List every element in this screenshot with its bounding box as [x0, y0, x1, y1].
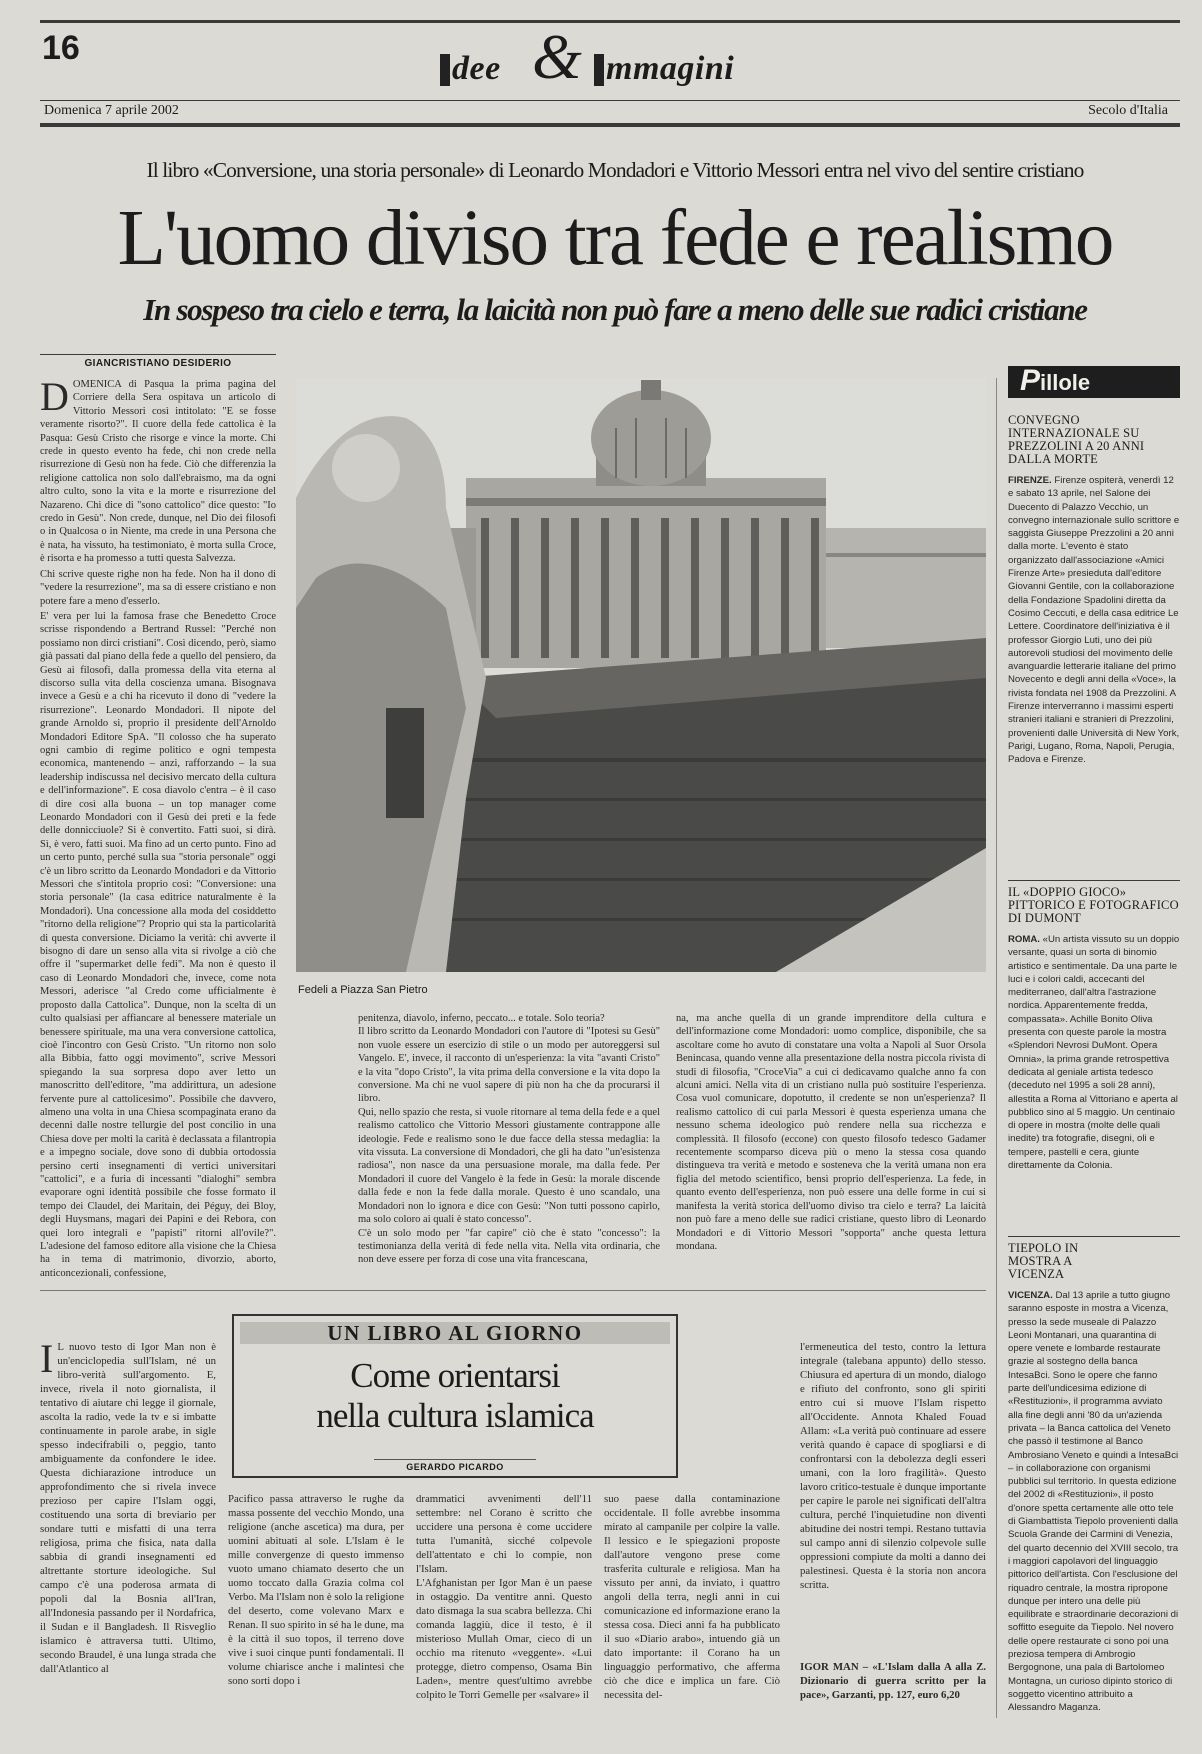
- sidebar-item-2-text: «Un artista vissuto su un doppio versante, quasi un sorta di binomio artistico e sentimentale. Da una parte le luci e i colori caldi, accecanti del mediterraneo, dall'altra l'astrazione nordica. Apparentemente fredda, compassata». Achille Bonito Oliva presenta con queste parole la mostra «Splendori Nevrosi DuMont. Opera Omnia», la prima grande retrospettiva dedicata al geniale artista tedesco (deceduto nel 1995 a soli 28 anni), allestita a Roma al Vittoriano e aperta al pubblico sino al 5 maggio. Un centinaio di opere in mostra (molte delle quali inedite) tra fotografie, disegni, oli e tempere, pastelli e cera, giunte direttamente da Colonia.: [1008, 934, 1180, 1172]
- section-title-bar-i: [440, 54, 450, 86]
- author-rule: [40, 354, 276, 355]
- sidebar-item-3-text: Dal 13 aprile a tutto giugno saranno esposte in mostra a Vicenza, presso la sede museale di Palazzo Leoni Montanari, una quarantina di opere venete e lombarde restaurate grazie al sostegno della banca IntesaBci. Sono le opere che fanno parte dell'undicesima edizione di «Restituzioni», il programma avviato alla fine degli anni '80 da un'azienda privata – la Banca cattolica del Veneto che passò il testimone al Banco Ambrosiano Veneto e quindi a IntesaBci – in collaborazione con organismi pubblici sul territorio. In questa edizione del 2002 di «Restituzioni», il posto d'onore spetta certamente alle otto tele di Giambattista Tiepolo provenienti dalla Scuola Grande dei Carmini di Venezia, del quarto decennio del XVIII secolo, tra i maggiori capolavori del linguaggio pittorico dell'artista. Con l'esclusione del riquadro centrale, la mostra ripropone dunque per intero una delle più equilibrate e straordinarie decorazioni di soffitto eseguite da Tiepolo. Nel novero delle opere restaurate ci sono poi una preziosa tempera di Ambrogio Bergognone, una pala di Bartolomeo Montagna, un curioso dipinto storico di soggetto vicentino attribuito a Alessandro Maganza.: [1008, 1290, 1179, 1714]
- review-column-4: [604, 1492, 780, 1720]
- review-column-2: [228, 1492, 404, 1720]
- review-column-4-text: suo paese dalla contaminazione occidentale. Il folle avrebbe insomma mirato al campanile per colpire la valle. Il lessico e le spiegazioni proposte dall'autore vengono prese come trasferita culturale e religiosa. Man ha vissuto per anni, da inviato, i quattro angoli della terra, negli anni in cui comunicazione ed informazione erano la stessa cosa. Dieci anni fa ha pubblicato il suo «Diario arabo», intuendo già un dato importante: il Corano ha un linguaggio performativo, che afferma ciò che dice e implica un fare. Ciò necessita del-: [604, 1493, 780, 1701]
- sidebar-item-1: [1008, 414, 1180, 884]
- article-drop-cap: D: [40, 374, 69, 419]
- sidebar-item-3-title: TIEPOLO IN MOSTRA A VICENZA: [1008, 1241, 1079, 1281]
- section-title-bar-i2: [594, 54, 604, 86]
- newspaper-name: Secolo d'Italia: [1088, 103, 1168, 118]
- review-book-info: IGOR MAN – «L'Islam dalla A alla Z. Dizionario di guerra scritto per la pace», Garzanti, pp. 127, euro 6,20: [800, 1661, 986, 1701]
- sidebar-logo-text: illole: [1040, 370, 1091, 395]
- review-column-2-text: Pacifico passa attraverso le rughe da massa possente del vecchio Mondo, una religione (anche ascetica) ma dura, per uomini abituati al sole. L'Islam è le mille convergenze di questo immenso vuoto umano chiamato deserto che un uomo toccato dalla Grazia colma col Verbo. Ma l'Islam non è solo la religione del deserto, come volevano Marx e Renan. Il suo spirito in sé ha le dune, ma è la città il suo topos, il terreno dove vive i suoi cinque punti fondamentali. Il volume chiarisce anche i malintesi che sono sorti dopo i: [228, 1493, 405, 1687]
- review-column-1-text: L nuovo testo di Igor Man non è un'enciclopedia sull'Islam, né un libro-verità sull'argomento. E, invece, rivela il noto giornalista, il tentativo di aiutare chi legge il giornale, ascolta la radio, vede la tv e si imbatte continuamente in parole arabe, in sigle spesso indecifrabili o, peggio, tanto ambiguamente da confondere le idee. Questa dichiarazione introduce un approfondimento che si rivela invece prezioso per capire l'Islam oggi, costituendo una sorta di breviario per sondare tutti e misfatti di una terra religiosa, prima che fisica, nata dalla sabbia di grandi insegnamenti ed altrettante storture ideologiche. Sul campo c'è una poderosa armata di popoli dal la Bosnia all'Iran, all'Indonesia passando per il Nordafrica, il Sudan e il Bangladesh. Il Risveglio islamico è attraversa tutti. Ultimo, secondo Braudel, è una lunga strada che dall'Atlantico al: [40, 1341, 216, 1675]
- article-column-3-text: na, ma anche quella di un grande imprenditore della cultura e dell'informazione come Mondadori: uomo complice, disponibile, che sa ascoltare come ho avuto di constatare una volta a Napoli al Suor Orsola Benincasa, quando venne alla presentazione della nostra piccola rivista di studi di filosofia, "CroceVia" a cui ci dedicavamo qualche anno fa con alcuni amici. Nella vita di un cristiano nulla può sostituire l'esperienza. Cosa vuol comunicare, dopotutto, il credente se non un'esperienza? Il realismo cattolico di cui parla Messori è questa esperienza umana che nessuno schema ideologico può rendere nella sua ricchezza e complessità. Il filosofo (eccone) con questo filosofo tedesco Gadamer recentemente scomparso diceva più o meno la stessa cosa quando distingueva tra verità e metodo e sosteneva che la verità umana non era figlia del metodo scientifico, bensì proprio dell'esperienza. La fede, in quanto evento dell'esperienza, non può essere una delle forme in cui si manifesta la verità storica dell'uomo diviso tra cielo e terra? La laicità non può fare a meno delle sue radici cristiane, questo libro di Leonardo Mondadori e di Vittorio Messori "sopporta" anche questa lettura mondana.: [676, 1013, 986, 1252]
- section-title-mmagini: mmagini: [606, 50, 735, 87]
- section-title-ampersand: &: [532, 21, 582, 92]
- sidebar-logo-initial: P: [1020, 364, 1041, 397]
- sidebar-logo: [1008, 366, 1180, 398]
- sidebar-item-3-place: VICENZA.: [1008, 1290, 1053, 1301]
- article-subheadline: In sospeso tra cielo e terra, la laicità non può fare a meno delle sue radici cristiane: [143, 292, 1087, 327]
- masthead-rule-bottom: [40, 123, 1180, 127]
- review-title-line-2: nella cultura islamica: [316, 1396, 594, 1435]
- sidebar-rule-2: [1008, 1236, 1180, 1237]
- article-paragraph-2: Chi scrive queste righe non ha fede. Non ha il dono di "vedere la resurrezione", ma sa di essere cristiano e non potere fare a meno d'esserlo.: [40, 568, 276, 607]
- article-paragraph-1: OMENICA di Pasqua la prima pagina del Corriere della Sera ospitava un articolo di Vittorio Messori così intitolato: "E se fosse veramente risorto?". Il cuore della fede cattolica è la Pasqua: Gesù Cristo che risorge e vince la morte. Chi crede in questo evento ha fede, chi non crede nella risurrezione di Gesù non ha fede. Ciò che differenzia la religione cattolica non solo dall'ebraismo, ma da ogni altro culto, sono la vita e la morte e risurrezione del Nazareno. Chi dice di "sono cattolico" dice questo: "Io credo in Gesù". Non crede, dunque, nel Dio dei filosofi o in Qualcosa o in Niente, ma crede in una Persona che è nata, ha vissuto, ha testimoniato, è morta sulla Croce, è risorta e ha promesso a tutti questa Salvezza.: [40, 379, 276, 565]
- article-column-2-text: penitenza, diavolo, inferno, peccato... e totale. Solo teoria? Il libro scritto da Leonardo Mondadori con l'autore di "Ipotesi su Gesù" non vuole essere un esercizio di stile o un modo per autoreggersi sul Vangelo. E', invece, il racconto di un'esperienza: la vita "avanti Cristo" e la vita "dopo Cristo", la vita prima della conversione e la vita dopo la conversione. Ma chi ne vuol sapere di più non ha che da procurarsi il libro. Qui, nello spazio che resta, si vuole ritornare al tema della fede e a quel realismo cattolico che Vittorio Messori giustamente contrappone alle ideologie. Fede e realismo sono le due facce della stessa medaglia: la vita vissuta. La conversione di Mondadori, che gli ha dato "un'esistenza radiosa", non nasce da una persuasione morale, ma dalla fede. Per Mondadori il cuore del Vangelo è la fede in Gesù: la morale discende dalla fede e non la fede dalla morale. Questo è uno scandalo, una Mondadori non lo ignora e dice con Gesù: "Non tutti possono capirlo, ma solo coloro ai quali è stato concesso". C'è un solo modo per "far capire" ciò che è stato "concesso": la testimonianza della verità di fede nella vita. Nella vita ordinaria, che non deve essere per forza di cose una vita francescana,: [358, 1013, 660, 1266]
- top-rule: [40, 20, 1180, 23]
- sidebar-item-1-text: Firenze ospiterà, venerdì 12 e sabato 13 aprile, nel Salone dei Duecento di Palazzo Vecchio, un convegno internazionale sullo scrittore e saggista Giuseppe Prezzolini a 20 anni dalla morte. L'evento è stato organizzato dall'associazione «Amici Firenze Arte» presieduta dall'editore Giovanni Gentile, con la collaborazione della Fondazione Spadolini diretta da Cosimo Ceccuti, e della casa editrice Le Lettere. Coordinatore dell'iniziativa è il professor Giorgio Luti, uno dei più autorevoli studiosi del movimento delle avanguardie letterarie italiane del primo Novecento e degli anni della «Voce», la rivista fondata nel 1908 da Prezzolini. A Firenze interverranno i massimi esperti stranieri italiani e stranieri di Prezzolini, provenienti dalle Università di New York, Parigi, Lugano, Roma, Napoli, Perugia, Padova e Firenze.: [1008, 475, 1180, 766]
- sidebar-item-1-body: [1008, 474, 1180, 884]
- section-title: [436, 21, 796, 92]
- sidebar-item-3: [1008, 1242, 1180, 1721]
- photo-caption: Fedeli a Piazza San Pietro: [298, 984, 428, 996]
- sidebar-item-2-body: [1008, 933, 1180, 1235]
- review-rubric-box: [232, 1314, 678, 1478]
- article-column-2: [358, 1012, 660, 1266]
- sidebar-item-3-body: [1008, 1289, 1180, 1721]
- sidebar-item-2-place: ROMA.: [1008, 934, 1040, 945]
- sidebar-item-1-title: CONVEGNO INTERNAZIONALE SU PREZZOLINI A 20 ANNI DALLA MORTE: [1008, 413, 1145, 466]
- review-separator: [40, 1290, 986, 1291]
- article-headline: L'uomo diviso tra fede e realismo: [117, 195, 1113, 282]
- review-rubric: UN LIBRO AL GIORNO: [240, 1322, 670, 1344]
- sidebar-item-2-title: IL «DOPPIO GIOCO» PITTORICO E FOTOGRAFICO DI DUMONT: [1008, 885, 1179, 925]
- sidebar-divider: [996, 378, 997, 1718]
- article-author: GIANCRISTIANO DESIDERIO: [84, 358, 232, 369]
- photo-st-peters-square: [296, 378, 986, 972]
- sidebar-rule-1: [1008, 880, 1180, 881]
- sidebar-item-2: [1008, 886, 1180, 1235]
- review-column-5-text: l'ermeneutica del testo, contro la lettura integrale (talebana appunto) dello stesso. Chiusura ed apertura di un mondo, dialogo e rifiuto del confronto, sono gli spiriti entro cui si muove l'Islam rispetto all'Occidente. Annota Khaled Fouad Allam: «La verità può continuare ad essere verità quando è capace di spogliarsi e di confrontarsi con la debolezza degli esseri umani, con la loro fragilità». Questo lavoro critico-testuale è dunque importante per capire le parole nei significati dell'altra cultura, perché l'inquietudine non diventi abitudine dei nostri tempi. Restano tuttavia sul campo anni di silenzio colpevole sulle oppressioni compiute da molti a danno dei palestinesi. Questa è la storia non ancora scritta.: [800, 1341, 986, 1591]
- article-column-1: [40, 374, 276, 1279]
- issue-date: Domenica 7 aprile 2002: [44, 103, 179, 118]
- review-title-line-1: Come orientarsi: [350, 1356, 560, 1395]
- review-column-3: [416, 1492, 592, 1720]
- review-author: GERARDO PICARDO: [374, 1459, 536, 1472]
- review-drop-cap: I: [40, 1336, 54, 1381]
- review-column-3-text: drammatici avvenimenti dell'11 settembre: nel Corano è scritto che uccidere una persona è come uccidere tutta l'umanità, sicché colpevole dell'attentato e chi lo compie, non l'Islam. L'Afghanistan per Igor Man è un paese in ostaggio. Da ventitre anni. Questo dato dismaga la sua scabra bellezza. Chi comanda laggiù, dice il testo, è il misterioso Mullah Omar, cieco di un occhio ma ritenuto «veggente». «Lui protegge, dietro compenso, Osama Bin Laden», mentre quest'ultimo avrebbe colpito le Torri Gemelle per «salvare» il: [416, 1493, 592, 1701]
- section-title-dee: dee: [452, 50, 501, 87]
- article-kicker: Il libro «Conversione, una storia personale» di Leonardo Mondadori e Vittorio Messori entra nel vivo del sentire cristiano: [146, 158, 1084, 182]
- article-column-3: [676, 1012, 986, 1252]
- review-column-1: [40, 1336, 216, 1720]
- sidebar-item-1-place: FIRENZE.: [1008, 475, 1052, 486]
- article-paragraph-3: E' vera per lui la famosa frase che Benedetto Croce scrisse rispondendo a Bertrand Russel: "Perché non possiamo non dirci cristiani". Così dicendo, però, siamo già passati dal piano della fede a quello del pensiero, da Gesù ai filosofi, dalla promessa della vita eterna al discorso sulla vita della coscienza umana. Bisognava invece a Gesù e a chi ha ricevuto il dono di "vedere la risurrezione". Leonardo Mondadori. Il nipote del grande Arnoldo si, proprio il presidente dell'Arnoldo Mondadori Editore SpA. "Il colosso che ha superato ogni cambio di regime politico e ogni tempesta economica, mantenendo – anzi, rafforzando – la sua leadership indiscussa nel decisivo mercato della cultura e dell'informazione". E cosa diavolo c'entra – è il caso di dire così alla buona – un top manager come Leonardo Mondadori con il Gesù dei preti e la fede delle donnicciuole? Si è convertito. Fatti suoi, si dirà. Sì, è vero, fatti suoi. Ma fino ad un certo punto. Fino ad un certo punto, perché sulla sua "storia personale" oggi c'è un libro scritto da Leonardo Mondadori e da Vittorio Messori che s'intitola proprio così: "Conversione: una storia personale" (la casa editrice naturalmente è la Mondadori). Una concessione alla moda del cosiddetto "ritorno della religione"? Proprio qui sta la particolarità di questa conversione. Diciamo la verità: chi avverte il bisogno di dare un senso alla vita si rivolge a ciò che offre il "supermarket delle fedi". Ma non è questo il caso di Leonardo Mondadori che, invece, come nota Messori, aderisce "al Credo come ufficialmente è proposto dalla Cattolica". Dunque, non la scelta di un culto qualsiasi per affiancare al benessere materiale un benessere spirituale, ma una vera conversione cattolica, cioè l'incontro con Gesù Cristo. "Un ritorno non solo alla Bibbia, fatto oggi movimento", scrive Messori spiegando la sua sorpresa dopo aver letto un manoscritto dell'editore, "ma addirittura, un adesione fervente pure al cattolicesimo". Possibile che davvero, almeno una volta in una Chiesa scompaginata erano da decenni dalle nostre tellurgie del post concilio in una Chiesa dove per molti la carità è declassata a filantropia e a impegno sociale, dove sono di dubbia ortodossia persino certi insegnamenti di vertici universitari "cattolici", e a furia di incessanti "dialoghi" sembra evaporare ogni identità possibile che fosse formato il tempo dei Claudel, dei Maritain, dei Péguy, dei Bloy, degli Huysmans, magari dei Papini e dei Rebora, con quei loro integrali e "papisti" ritorni all'ovile?". L'adesione del famoso editore alla visione che la Chiesa ha in tema di matrimonio, divorzio, aborto, anticoncezionali, confessione,: [40, 610, 276, 1279]
- masthead-rule-top: [40, 100, 1180, 101]
- review-column-5: [800, 1340, 986, 1650]
- photo-drawing: [296, 378, 986, 972]
- page-number: 16: [42, 29, 80, 67]
